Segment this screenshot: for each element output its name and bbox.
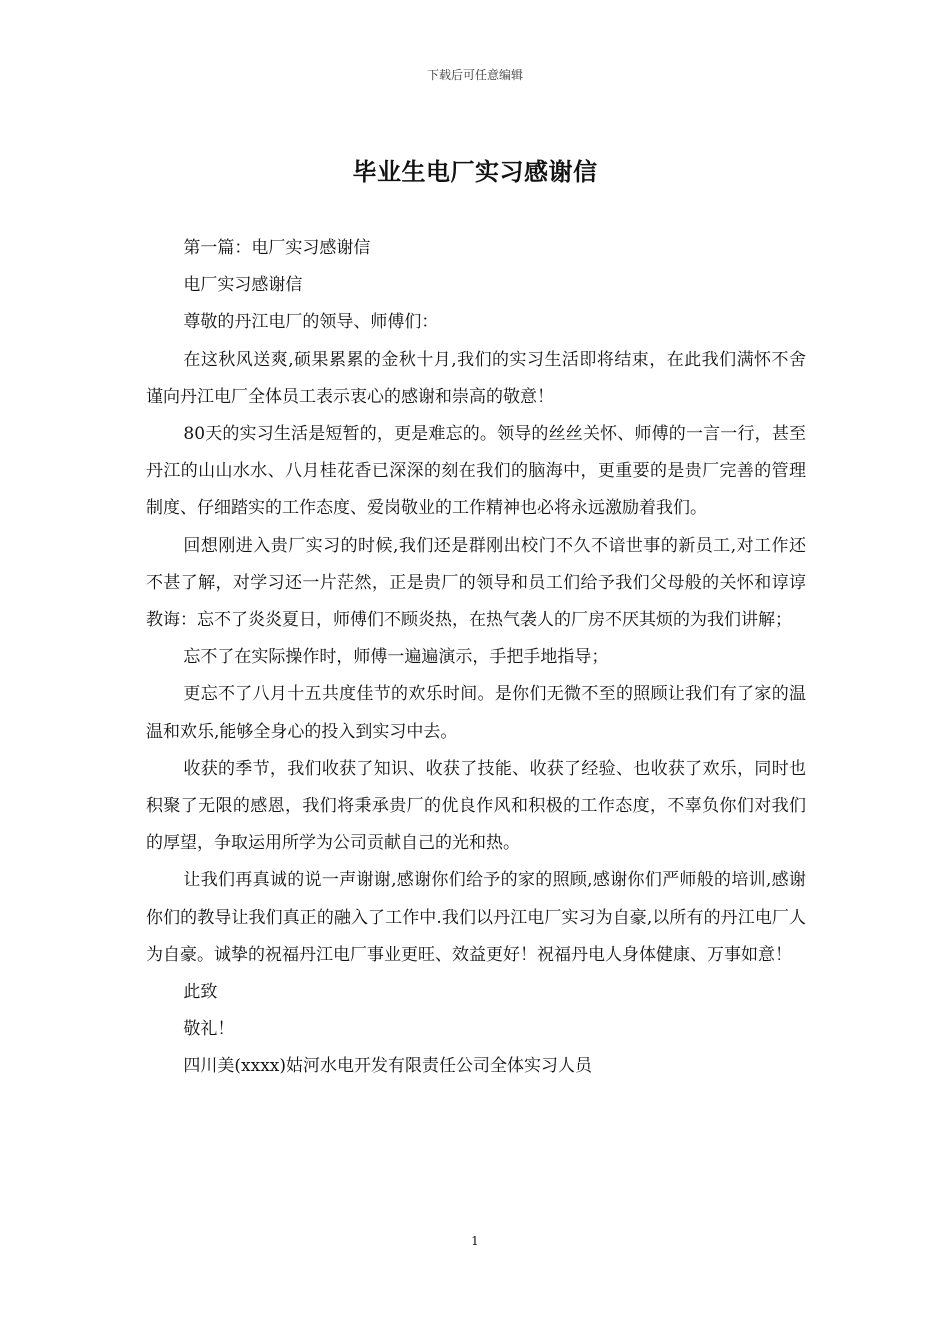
paragraph-section-heading: 第一篇：电厂实习感谢信 bbox=[183, 238, 371, 258]
paragraph-closing-1: 此致 bbox=[183, 982, 218, 1003]
paragraph-closing-2: 敬礼！ bbox=[183, 1019, 235, 1040]
paragraph-thanks: 让我们再真诚的说一声谢谢,感谢你们给予的家的照顾,感谢你们严师般的培训,感谢你们的教导让我们真正的融入了工作中.我们以丹江电厂实习为自豪,以所有的丹江电厂人为自豪。诚挚的祝福丹江电厂事业更旺、效益更好！祝福丹电人身体健康、万事如意！ bbox=[146, 870, 806, 965]
letter-body bbox=[146, 230, 806, 1086]
paragraph-salutation: 尊敬的丹江电厂的领导、师傅们： bbox=[183, 312, 439, 333]
paragraph-recollection: 回想刚进入贵厂实习的时候,我们还是群刚出校门不久不谙世事的新员工,对工作还不甚了解，对学习还一片茫然，正是贵厂的领导和员工们给予我们父母般的关怀和谆谆教诲：忘不了炎炎夏日，师傅们不顾炎热，在热气袭人的厂房不厌其烦的为我们讲解； bbox=[146, 535, 806, 631]
page-header-note: 下载后可任意编辑 bbox=[426, 68, 523, 82]
paragraph-signature: 四川美(xxxx)姑河水电开发有限责任公司全体实习人员 bbox=[183, 1056, 593, 1077]
paragraph-practice: 忘不了在实际操作时，师傅一遍遍演示，手把手地指导； bbox=[183, 647, 609, 668]
document-title: 毕业生电厂实习感谢信 bbox=[352, 157, 598, 186]
paragraph-festival: 更忘不了八月十五共度佳节的欢乐时间。是你们无微不至的照顾让我们有了家的温温和欢乐,能够全身心的投入到实习中去。 bbox=[146, 684, 806, 742]
page-number: 1 bbox=[471, 1234, 479, 1248]
paragraph-opening: 在这秋风送爽,硕果累累的金秋十月,我们的实习生活即将结束，在此我们满怀不舍谨向丹江电厂全体员工表示衷心的感谢和崇高的敬意！ bbox=[146, 349, 806, 407]
paragraph-letter-title: 电厂实习感谢信 bbox=[183, 275, 303, 296]
paragraph-harvest: 收获的季节，我们收获了知识、收获了技能、收获了经验、也收获了欢乐，同时也积聚了无限的感恩，我们将秉承贵厂的优良作风和积极的工作态度，不辜负你们对我们的厚望，争取运用所学为公司贡献自己的光和热。 bbox=[146, 758, 806, 854]
paragraph-80-days: 80天的实习生活是短暂的，更是难忘的。领导的丝丝关怀、师傅的一言一行，甚至丹江的山山水水、八月桂花香已深深的刻在我们的脑海中，更重要的是贵厂完善的管理制度、仔细踏实的工作态度、爱岗敬业的工作精神也必将永远激励着我们。 bbox=[146, 424, 806, 519]
